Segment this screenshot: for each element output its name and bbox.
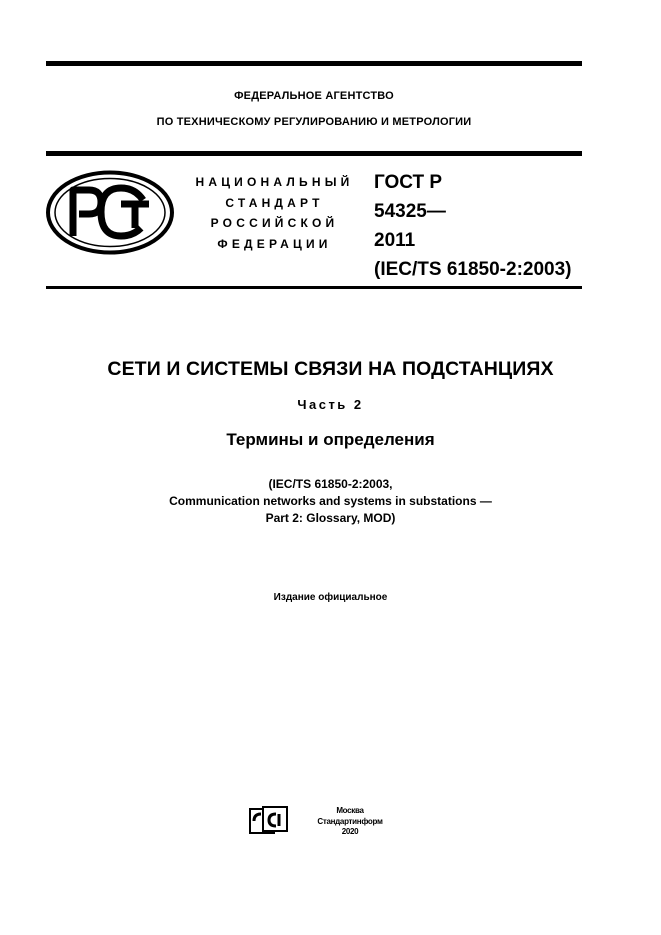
part-number: Часть 2: [297, 397, 364, 412]
national-line-1: НАЦИОНАЛЬНЫЙ: [195, 175, 354, 189]
designation-line-4: (IEC/TS 61850-2:2003): [374, 259, 572, 280]
gost-r-certification-mark-icon: [45, 170, 175, 255]
agency-name-line1: ФЕДЕРАЛЬНОЕ АГЕНТСТВО: [234, 90, 394, 102]
iec-reference: [0, 476, 661, 527]
top-rule: [46, 61, 582, 66]
agency-name-line2: ПО ТЕХНИЧЕСКОМУ РЕГУЛИРОВАНИЮ И МЕТРОЛОГИИ: [156, 116, 472, 128]
bottom-rule: [46, 286, 582, 289]
edition-label: Издание официальное: [273, 592, 388, 603]
national-line-2: СТАНДАРТ: [225, 195, 324, 210]
publisher-year: 2020: [341, 827, 359, 836]
publisher-name: Стандартинформ: [317, 816, 383, 826]
middle-rule: [46, 151, 582, 156]
designation-line-3: 2011: [374, 230, 416, 251]
standard-designation: [374, 168, 572, 284]
publisher-block: [300, 806, 400, 838]
national-standard-label: [182, 172, 367, 254]
designation-line-1: ГОСТ Р: [374, 172, 443, 193]
publisher-city: Москва: [336, 806, 364, 815]
iec-reference-line1: (IEC/TS 61850-2:2003,: [268, 477, 393, 491]
national-line-4: ФЕДЕРАЦИИ: [217, 236, 332, 251]
designation-line-2: 54325—: [374, 201, 446, 222]
national-line-3: РОССИЙСКОЙ: [210, 216, 339, 230]
document-title: СЕТИ И СИСТЕМЫ СВЯЗИ НА ПОДСТАНЦИЯХ: [107, 358, 554, 380]
document-subtitle: Термины и определения: [226, 430, 435, 449]
iec-reference-line2: Communication networks and systems in substations —: [169, 494, 492, 508]
standartinform-logo-icon: [249, 806, 289, 836]
iec-reference-line3: Part 2: Glossary, MOD): [265, 511, 396, 525]
